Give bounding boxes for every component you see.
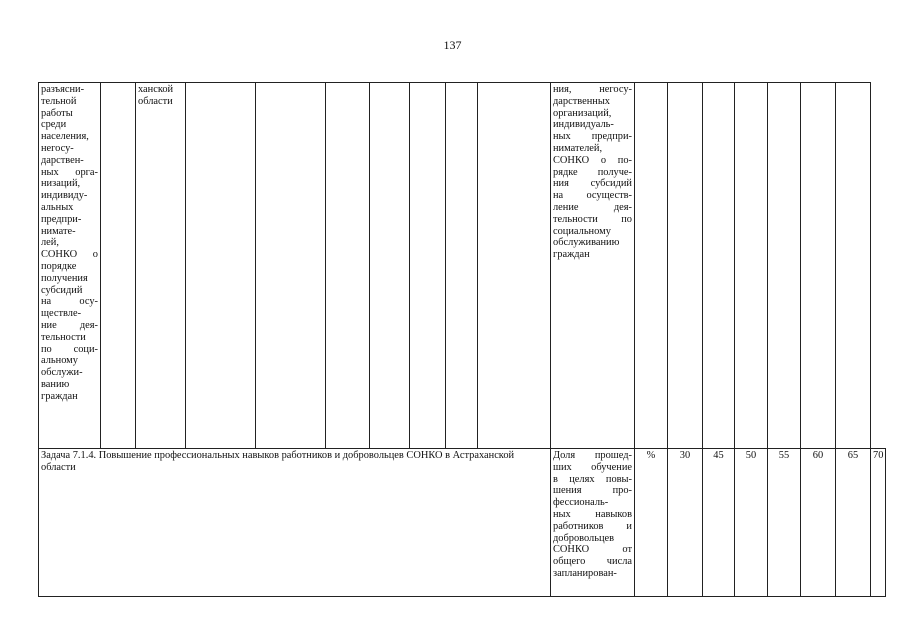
value-cell — [871, 449, 886, 597]
value-cell — [668, 449, 703, 597]
text-line: организаций, — [553, 107, 612, 119]
text-line: получения — [41, 272, 88, 284]
empty-cell — [326, 83, 370, 449]
text-line: социальному — [553, 225, 611, 237]
text-line: СОНКО о по- — [553, 154, 632, 166]
indicator-cell — [551, 449, 635, 597]
text-line: негосу- — [41, 142, 74, 154]
empty-cell — [256, 83, 326, 449]
text-line: области — [138, 95, 173, 107]
value-2020: 50 — [745, 450, 757, 461]
executor-text — [138, 84, 183, 108]
text-line: рядке получе- — [553, 166, 632, 178]
value-cell — [735, 449, 768, 597]
text-line: тельности по — [553, 213, 632, 225]
empty-cell — [735, 83, 768, 449]
unit-cell — [635, 449, 668, 597]
text-line: дарствен- — [41, 154, 84, 166]
value-2021: 55 — [778, 450, 790, 461]
empty-cell — [635, 83, 668, 449]
page-number: 137 — [443, 38, 462, 52]
value-2024: 70 — [873, 450, 884, 461]
text-line: обслуживанию — [553, 237, 620, 249]
text-line: нимателей, — [553, 142, 603, 154]
text-line: дарственных — [553, 95, 611, 107]
task-text: Задача 7.1.4. Повышение профессиональных навыков работников и добровольцев СОНКО в Астраханской области — [41, 450, 515, 473]
text-line: ление дея- — [553, 201, 632, 213]
text-line: СОНКО от — [553, 544, 632, 556]
text-line: ние дея- — [41, 319, 98, 331]
text-line: в целях повы- — [553, 473, 632, 485]
value-cell — [836, 449, 871, 597]
text-line: тельной — [41, 95, 77, 107]
empty-cell — [801, 83, 836, 449]
executor-cell — [136, 83, 186, 449]
text-line: граждан — [553, 249, 590, 261]
text-line: нимате- — [41, 225, 76, 237]
value-2019: 45 — [713, 450, 724, 461]
text-line: предпри- — [41, 213, 82, 225]
text-line: ших обучение — [553, 461, 632, 473]
text-line: ния, негосу- — [553, 84, 632, 95]
empty-cell — [410, 83, 446, 449]
value-cell — [703, 449, 735, 597]
text-line: ванию — [41, 378, 70, 390]
text-line: по соци- — [41, 343, 98, 355]
event-name-cell — [39, 83, 101, 449]
text-line: населения, — [41, 131, 89, 143]
empty-cell — [101, 83, 136, 449]
text-line: низаций, — [41, 178, 81, 190]
value-cell — [768, 449, 801, 597]
empty-cell — [836, 83, 871, 449]
text-line: на осу- — [41, 296, 98, 308]
empty-cell — [703, 83, 735, 449]
indicator-text — [553, 450, 632, 580]
text-line: порядке — [41, 260, 77, 272]
program-table — [38, 82, 886, 597]
indicator-cell — [551, 83, 635, 449]
text-line: тельности — [41, 331, 86, 343]
text-line: запланирован- — [553, 567, 617, 579]
table-row — [39, 83, 886, 449]
text-line: граждан — [41, 390, 78, 402]
text-line: лей, — [41, 237, 59, 249]
text-line: шения про- — [553, 485, 632, 497]
text-line: индивиду- — [41, 190, 88, 202]
empty-cell — [478, 83, 551, 449]
text-line: ных орга- — [41, 166, 98, 178]
value-cell — [801, 449, 836, 597]
text-line: ществле- — [41, 308, 82, 320]
text-line: ханской — [138, 84, 174, 95]
table-row — [39, 449, 886, 597]
text-line: субсидий — [41, 284, 83, 296]
value-2023: 65 — [847, 450, 859, 461]
empty-cell — [768, 83, 801, 449]
text-line: индивидуаль- — [553, 119, 614, 131]
text-line: альному — [41, 355, 78, 367]
value-2022: 60 — [812, 450, 824, 461]
text-line: работников и — [553, 520, 632, 532]
empty-cell — [668, 83, 703, 449]
text-line: ных предпри- — [553, 131, 632, 143]
empty-cell — [186, 83, 256, 449]
text-line: разъясни- — [41, 84, 85, 95]
task-cell — [39, 449, 551, 597]
text-line: ных навыков — [553, 508, 632, 520]
text-line: добровольцев — [553, 532, 615, 544]
text-line: на осуществ- — [553, 190, 632, 202]
unit-text: % — [646, 450, 656, 461]
text-line: Доля прошед- — [553, 450, 632, 461]
text-line: работы — [41, 107, 73, 119]
empty-cell — [446, 83, 478, 449]
empty-cell — [370, 83, 410, 449]
text-line: среди — [41, 119, 67, 131]
text-line: обслужи- — [41, 367, 83, 379]
text-line: ния субсидий — [553, 178, 632, 190]
text-line: общего числа — [553, 556, 632, 568]
indicator-text — [553, 84, 632, 261]
text-line: альных — [41, 201, 74, 213]
event-name-text — [41, 84, 98, 403]
value-2018: 30 — [679, 450, 691, 461]
text-line: фессиональ- — [553, 497, 609, 509]
text-line: СОНКО о — [41, 249, 98, 261]
